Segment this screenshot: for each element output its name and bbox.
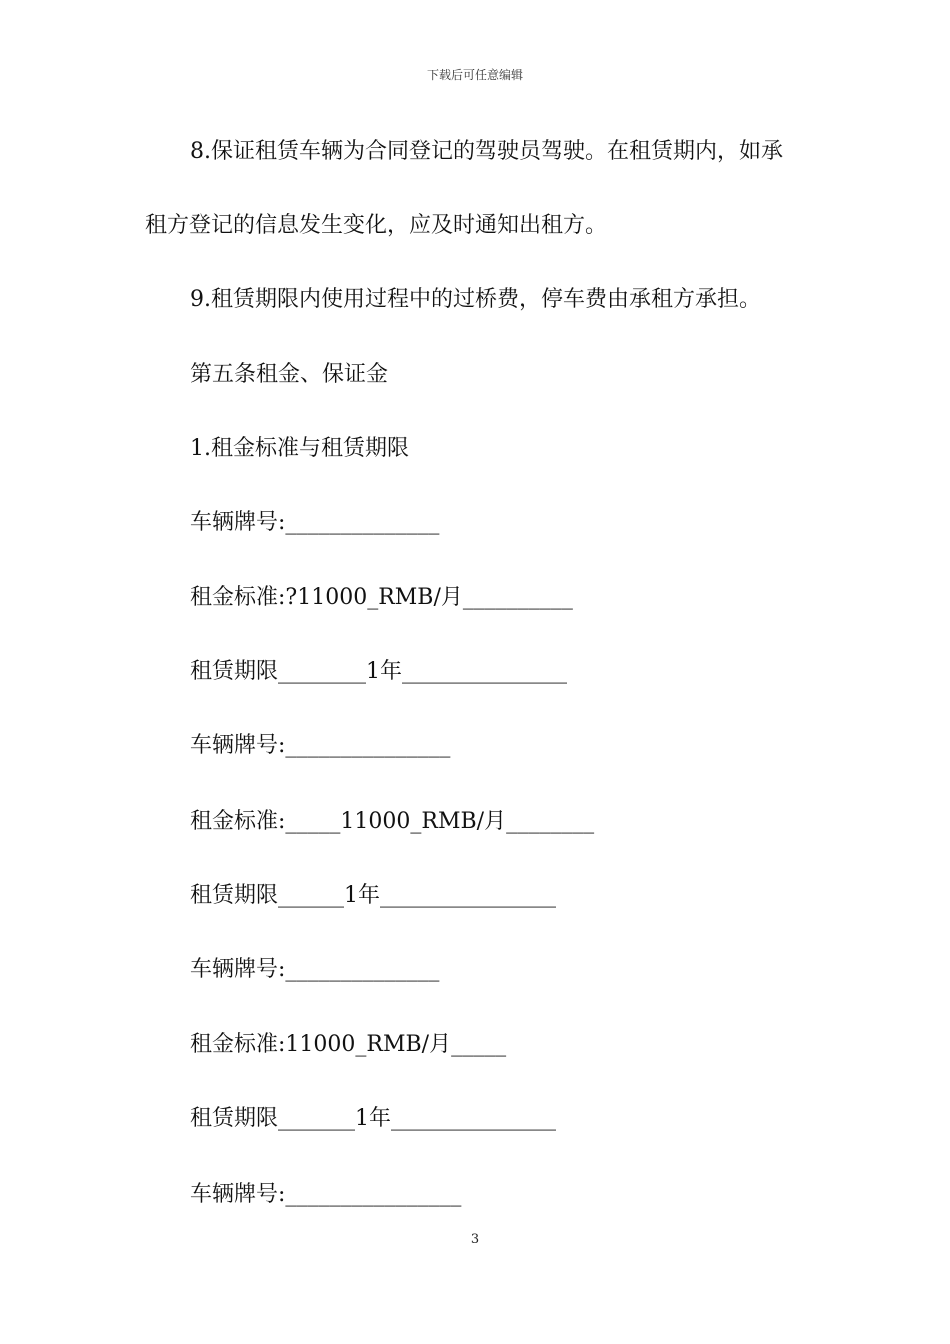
subsection-heading: 1.租金标准与租赁期限 [190,436,409,461]
paragraph-line: 9.租赁期限内使用过程中的过桥费，停车费由承租方承担。 [190,287,761,312]
section-heading: 第五条租金、保证金 [190,362,389,387]
form-line-plate-number: 车辆牌号:______________ [190,510,440,535]
form-line-plate-number: 车辆牌号:________________ [190,1182,462,1207]
form-line-rent-standard: 租金标准:_____11000_RMB/月________ [190,809,595,834]
form-line-lease-term: 租赁期限________1年_______________ [190,659,567,684]
form-line-rent-standard: 租金标准:?11000_RMB/月__________ [190,585,573,610]
form-line-plate-number: 车辆牌号:______________ [190,957,440,982]
form-line-lease-term: 租赁期限______1年________________ [190,883,556,908]
paragraph-line: 8.保证租赁车辆为合同登记的驾驶员驾驶。在租赁期内，如承 [190,139,783,164]
page-number: 3 [470,1232,480,1247]
form-line-lease-term: 租赁期限_______1年_______________ [190,1106,556,1131]
form-line-plate-number: 车辆牌号:_______________ [190,733,451,758]
page-header: 下载后可任意编辑 [426,68,523,82]
form-line-rent-standard: 租金标准:11000_RMB/月_____ [190,1032,507,1057]
paragraph-line: 租方登记的信息发生变化，应及时通知出租方。 [145,213,608,238]
